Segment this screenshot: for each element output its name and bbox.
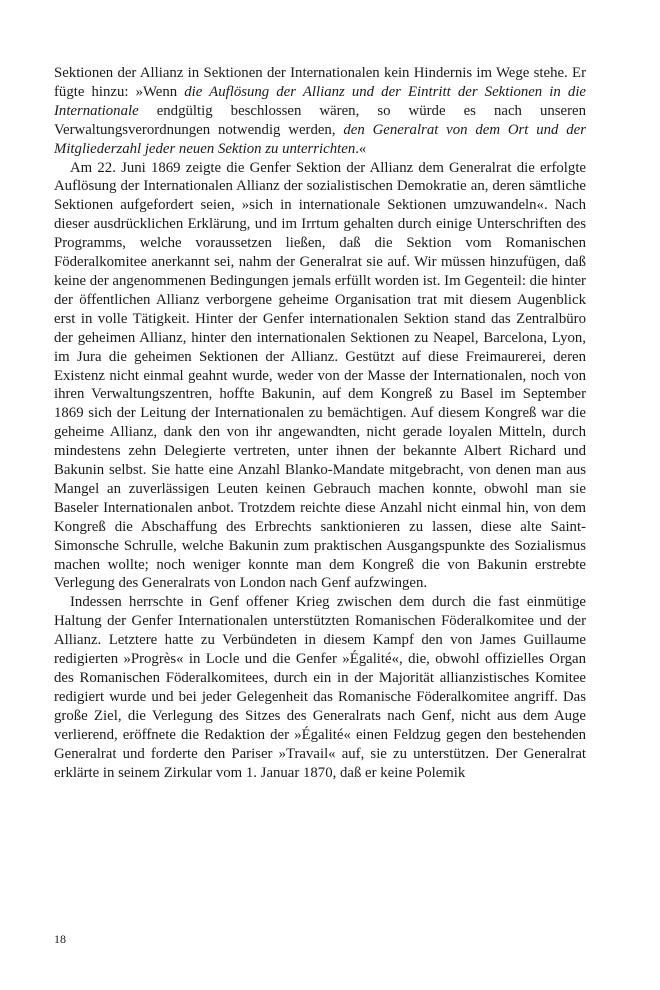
italic-segment: den Generalrat von dem Ort und der Mitgliederzahl jeder neuen Sektion zu unterrichten	[54, 121, 586, 157]
body-text	[54, 64, 586, 782]
paragraph-3	[54, 593, 586, 782]
text-segment: Indessen herrschte in Genf offener Krieg zwischen dem durch die fast einmütige Haltung der Genfer Internationalen unterstützten Romanischen Föderalkomitee und der Allianz. Letztere hatte zu Verbündeten in diesem Kampf den von James Guillaume redigierten »Progrès« in Locle und die Genfer »Égalité«, die, obwohl offizielles Organ des Romanischen Föderalkomitees, durch ein in der Majorität allianzistisches Komitee redigiert wurde und bei jeder Gelegenheit das Romanische Föderalkomitee angriff. Das große Ziel, die Verlegung des Sitzes des Generalrats nach Genf, nicht aus dem Auge verlierend, eröffnete die Redaktion der »Égalité« einen Feldzug gegen den bestehenden Generalrat und forderte den Pariser »Travail« auf, sie zu unterstützen. Der Generalrat erklärte in seinem Zirkular vom 1. Januar 1870, daß er keine Polemik	[54, 594, 586, 781]
paragraph-2	[54, 159, 586, 594]
paragraph-1	[54, 64, 586, 159]
italic-segment: die Auflösung der Allianz und der Eintritt der Sektionen in die Internationale	[54, 83, 586, 119]
text-segment: endgültig beschlossen wären, so würde es nach unseren Verwaltungsverordnungen notwendig werden,	[54, 102, 586, 138]
text-segment: Am 22. Juni 1869 zeigte die Genfer Sektion der Allianz dem Generalrat die erfolgte Auflösung der Internationalen Allianz der sozialistischen Demokratie an, deren sämtliche Sektionen aufgefordert seien, »sich in internationale Sektionen umzuwandeln«. Nach dieser ausdrücklichen Erklärung, und im Irrtum gehalten durch einige Unterschriften des Programms, welche voraussetzen ließen, daß die Sektion vom Romanischen Föderalkomitee anerkannt sei, nahm der Generalrat sie auf. Wir müssen hinzufügen, daß keine der angenommenen Bedingungen jemals erfüllt worden ist. Im Gegenteil: die hinter der öffentlichen Allianz verborgene geheime Organisation trat mit diesem Augenblick erst in volle Tätigkeit. Hinter der Genfer internationalen Sektion stand das Zentralbüro der geheimen Allianz, hinter den internationalen Sektionen zu Neapel, Barcelona, Lyon, im Jura die geheimen Sektionen der Allianz. Gestützt auf diese Freimaurerei, deren Existenz nicht einmal geahnt wurde, weder von der Masse der Internationalen, noch von ihren Verwaltungszentren, hoffte Bakunin, auf dem Kongreß zu Basel im September 1869 sich der Leitung der Internationalen zu bemächtigen. Auf diesem Kongreß war die geheime Allianz, dank den von ihr angewandten, nicht gerade loyalen Mitteln, durch mindestens zehn Delegierte vertreten, unter ihnen der bekannte Albert Richard und Bakunin selbst. Sie hatte eine Anzahl Blanko-Mandate mitgebracht, von denen man aus Mangel an zuverlässigen Leuten keinen Gebrauch machen konnte, obwohl man sie Baseler Internationalen anbot. Trotzdem reichte diese Anzahl nicht einmal hin, von dem Kongreß die Abschaffung des Erbrechts sanktionieren zu lassen, diese alte Saint-Simonsche Schrulle, welche Bakunin zum praktischen Ausgangspunkte des Sozialismus machen wollte; noch weniger konnte man dem Kongreß die von Bakunin erstrebte Verlegung des Generalrats von London nach Genf aufzwingen.	[54, 159, 586, 592]
text-segment: .«	[355, 140, 367, 157]
page-number: 18	[54, 932, 66, 946]
text-segment: Sektionen der Allianz in Sektionen der Internationalen kein Hindernis im Wege stehe. Er fügte hinzu: »Wenn	[54, 65, 586, 100]
